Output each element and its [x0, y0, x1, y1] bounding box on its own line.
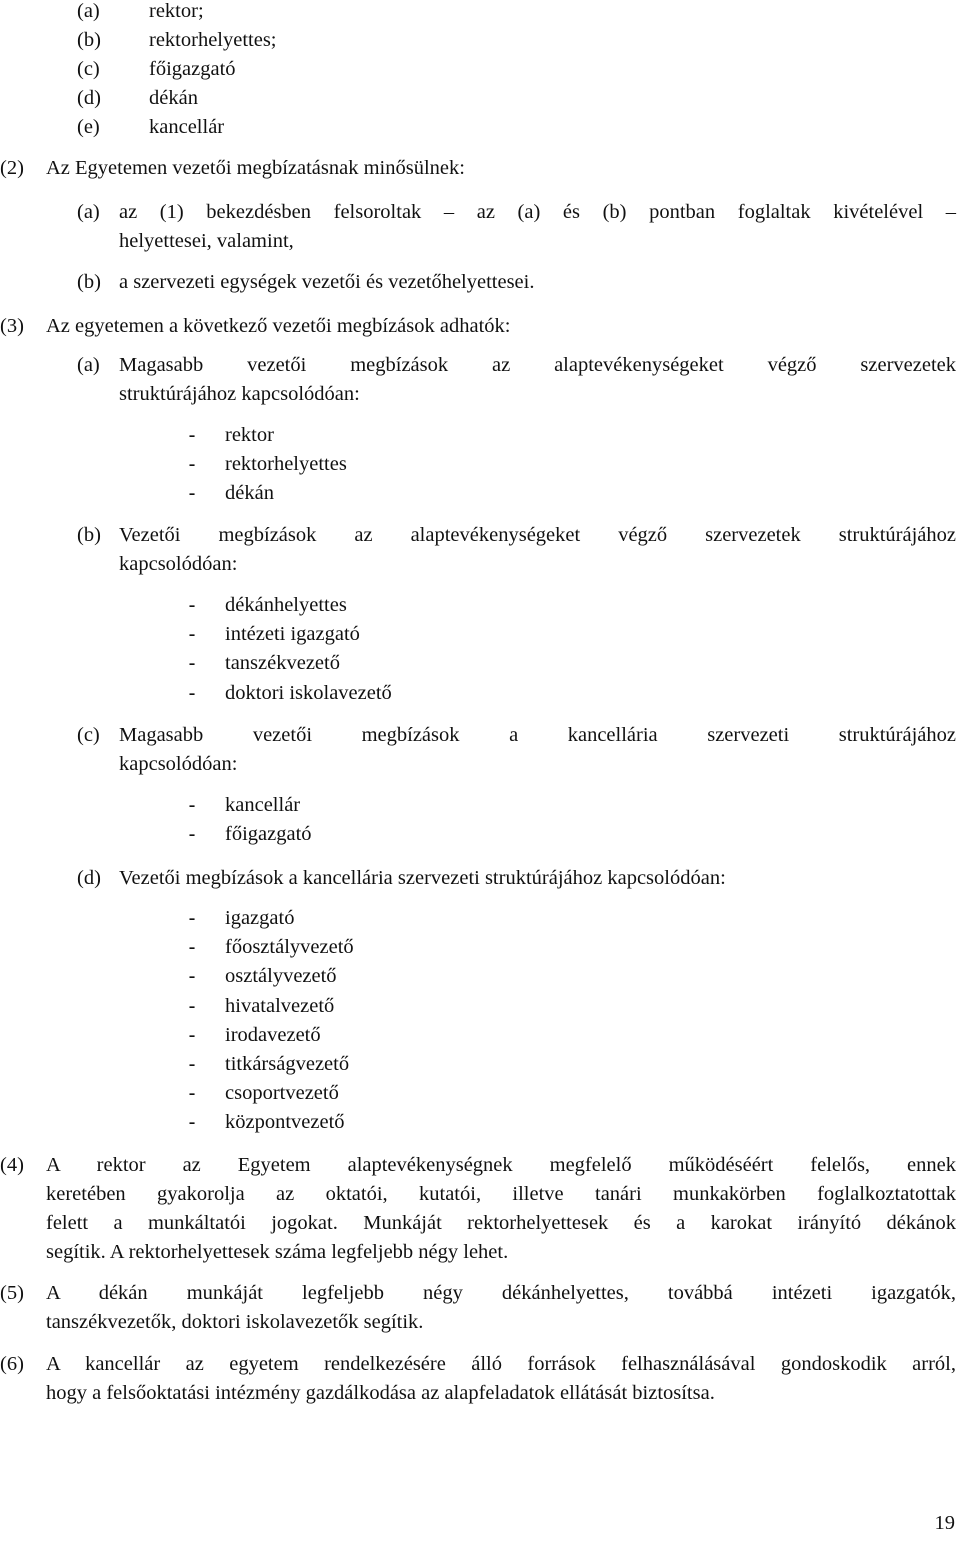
subparagraph-line: Magasabb vezetői megbízások a kancellária szervezeti struktúrájához	[119, 724, 956, 746]
dash-item-label: dékánhelyettes	[225, 594, 347, 617]
dash-item-label: központvezető	[225, 1111, 345, 1134]
dash-item-label: titkárságvezető	[225, 1053, 350, 1076]
paragraph-number: (3)	[0, 315, 24, 337]
dash-list-item	[186, 620, 392, 649]
dash-bullet: -	[186, 651, 199, 676]
dash-item-label: főigazgató	[225, 823, 312, 846]
dash-list-item	[186, 962, 354, 991]
dash-list	[186, 904, 354, 1138]
dash-list-item	[186, 1079, 354, 1108]
dash-item-label: doktori iskolavezető	[225, 681, 392, 704]
dash-bullet: -	[186, 822, 199, 847]
dash-list-item	[186, 1050, 354, 1079]
dash-bullet: -	[186, 935, 199, 960]
dash-item-label: tanszékvezető	[225, 652, 340, 675]
dash-list-item	[186, 1108, 354, 1137]
dash-list-item	[186, 649, 392, 678]
list-marker: (b)	[77, 524, 101, 546]
dash-item-label: rektor	[225, 424, 274, 447]
dash-item-label: irodavezető	[225, 1023, 321, 1046]
list-item: rektorhelyettes;	[149, 29, 277, 51]
dash-item-label: igazgató	[225, 907, 295, 930]
dash-list-item	[186, 1021, 354, 1050]
list-item: dékán	[149, 87, 198, 109]
paragraph-number: (5)	[0, 1282, 24, 1304]
paragraph-line: felett a munkáltatói jogokat. Munkáját rektorhelyettesek és a karokat irányító dékánok	[46, 1212, 956, 1234]
paragraph-line: A rektor az Egyetem alaptevékenységnek megfelelő működéséért felelős, ennek	[46, 1154, 956, 1176]
dash-bullet: -	[186, 680, 199, 705]
dash-item-label: főosztályvezető	[225, 936, 354, 959]
paragraph-number: (6)	[0, 1353, 24, 1375]
dash-bullet: -	[186, 1022, 199, 1047]
paragraph-text: Az Egyetemen vezetői megbízatásnak minősülnek:	[46, 157, 465, 179]
dash-list-item	[186, 992, 354, 1021]
dash-list-item	[186, 421, 347, 450]
dash-list	[186, 421, 347, 509]
dash-item-label: hivatalvezető	[225, 994, 335, 1017]
list-item: rektor;	[149, 0, 204, 22]
dash-list-item	[186, 479, 347, 508]
paragraph-line: helyettesei, valamint,	[119, 230, 294, 252]
dash-list-item	[186, 820, 312, 849]
paragraph-line: keretében gyakorolja az oktatói, kutatói, illetve tanári munkakörben foglalkoztatottak	[46, 1183, 956, 1205]
dash-item-label: osztályvezető	[225, 965, 337, 988]
list-item: kancellár	[149, 116, 225, 138]
dash-list-item	[186, 791, 312, 820]
dash-bullet: -	[186, 1052, 199, 1077]
dash-item-label: kancellár	[225, 794, 301, 817]
list-marker: (a)	[77, 0, 100, 22]
dash-item-label: csoportvezető	[225, 1082, 339, 1105]
dash-item-label: intézeti igazgató	[225, 623, 360, 646]
dash-item-label: rektorhelyettes	[225, 453, 347, 476]
list-item: főigazgató	[149, 58, 236, 80]
dash-bullet: -	[186, 906, 199, 931]
list-marker: (d)	[77, 867, 101, 889]
paragraph-line: hogy a felsőoktatási intézmény gazdálkodása az alapfeladatok ellátását biztosítsa.	[46, 1382, 715, 1404]
paragraph-line: A kancellár az egyetem rendelkezésére álló források felhasználásával gondoskodik arról,	[46, 1353, 956, 1375]
dash-bullet: -	[186, 452, 199, 477]
dash-bullet: -	[186, 481, 199, 506]
dash-bullet: -	[186, 423, 199, 448]
list-marker: (a)	[77, 201, 100, 223]
paragraph-line: segítik. A rektorhelyettesek száma legfeljebb négy lehet.	[46, 1241, 509, 1263]
list-marker: (a)	[77, 354, 100, 376]
subparagraph-line: struktúrájához kapcsolódóan:	[119, 383, 360, 405]
dash-list-item	[186, 904, 354, 933]
subparagraph-line: kapcsolódóan:	[119, 553, 238, 575]
subparagraph-line: Vezetői megbízások az alaptevékenységeket végző szervezetek struktúrájához	[119, 524, 956, 546]
dash-bullet: -	[186, 1081, 199, 1106]
dash-list-item	[186, 933, 354, 962]
paragraph-number: (2)	[0, 157, 24, 179]
dash-list	[186, 591, 392, 708]
paragraph-line: tanszékvezetők, doktori iskolavezetők segítik.	[46, 1311, 424, 1333]
dash-bullet: -	[186, 964, 199, 989]
list-marker: (b)	[77, 271, 101, 293]
list-marker: (c)	[77, 724, 100, 746]
paragraph-text: Az egyetemen a következő vezetői megbízások adhatók:	[46, 315, 511, 337]
dash-bullet: -	[186, 1110, 199, 1135]
dash-bullet: -	[186, 993, 199, 1018]
list-marker: (c)	[77, 58, 100, 80]
dash-list-item	[186, 591, 392, 620]
dash-item-label: dékán	[225, 482, 274, 505]
list-marker: (d)	[77, 87, 101, 109]
paragraph-line: a szervezeti egységek vezetői és vezetőhelyettesei.	[119, 271, 535, 293]
subparagraph-line: Magasabb vezetői megbízások az alaptevékenységeket végző szervezetek	[119, 354, 956, 376]
paragraph-line: A dékán munkáját legfeljebb négy dékánhelyettes, továbbá intézeti igazgatók,	[46, 1282, 956, 1304]
subparagraph-line: Vezetői megbízások a kancellária szervezeti struktúrájához kapcsolódóan:	[119, 867, 726, 889]
paragraph-number: (4)	[0, 1154, 24, 1176]
page-number: 19	[934, 1512, 955, 1534]
list-marker: (b)	[77, 29, 101, 51]
dash-bullet: -	[186, 622, 199, 647]
dash-list-item	[186, 450, 347, 479]
dash-bullet: -	[186, 593, 199, 618]
subparagraph-line: kapcsolódóan:	[119, 753, 238, 775]
dash-bullet: -	[186, 793, 199, 818]
paragraph-line: az (1) bekezdésben felsoroltak – az (a) és (b) pontban foglaltak kivételével –	[119, 201, 956, 223]
dash-list-item	[186, 679, 392, 708]
dash-list	[186, 791, 312, 849]
list-marker: (e)	[77, 116, 100, 138]
